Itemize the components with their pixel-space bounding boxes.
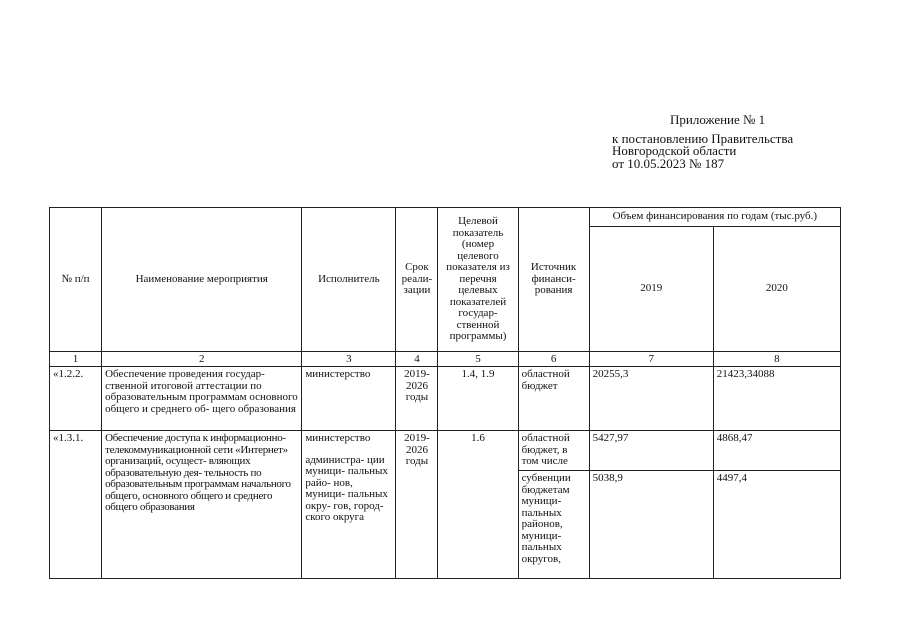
appendix-line: к постановлению Правительства	[612, 130, 794, 146]
header-term: Срок реали- зации	[396, 208, 438, 352]
header-source: Источник финанси- рования	[518, 208, 589, 352]
row-sub-value-2019: 5038,9	[589, 471, 713, 579]
row-name: Обеспечение доступа к информационно- телекоммуникационной сети «Интернет» организаций, осущест- вляющих образовательную дея- тельность по образовательным программам начального общего, основного общего и среднего общего образования	[102, 431, 302, 579]
header-executor: Исполнитель	[302, 208, 396, 352]
header-year-2019: 2019	[589, 227, 713, 352]
row-term: 2019- 2026 годы	[396, 367, 438, 431]
row-sub-value-2020: 4497,4	[713, 471, 840, 579]
column-number: 3	[302, 352, 396, 367]
column-number: 7	[589, 352, 713, 367]
table-row	[50, 431, 841, 471]
header-funding: Объем финансирования по годам (тыс.руб.)	[589, 208, 840, 227]
row-value-2019: 20255,3	[589, 367, 713, 431]
column-number: 2	[102, 352, 302, 367]
header-target: Целевой показатель (номер целевого показателя из перечня целевых показателей государ- ственной программы)	[438, 208, 518, 352]
table-row	[50, 367, 841, 431]
row-value-2020: 4868,47	[713, 431, 840, 471]
appendix-block	[612, 114, 793, 170]
appendix-line: Новгородской области	[612, 143, 737, 158]
funding-table	[49, 207, 841, 579]
row-name: Обеспечение проведения государ- ственной итоговой аттестации по образовательным программам основного общего и среднего об- щего образования	[102, 367, 302, 431]
appendix-title: Приложение № 1	[670, 112, 766, 127]
column-number: 8	[713, 352, 840, 367]
row-source: областной бюджет	[518, 367, 589, 431]
column-number-row	[50, 352, 841, 367]
appendix-line: от 10.05.2023 № 187	[612, 155, 725, 171]
column-number: 1	[50, 352, 102, 367]
header-year-2020: 2020	[713, 227, 840, 352]
row-executor-extra: администра- ции муници- пальных райо- нов, муници- пальных окру- гов, город- ского округа	[305, 453, 388, 523]
header-name: Наименование мероприятия	[102, 208, 302, 352]
column-number: 4	[396, 352, 438, 367]
row-source: областной бюджет, в том числе	[518, 431, 589, 471]
row-value-2020: 21423,34088	[713, 367, 840, 431]
column-number: 6	[518, 352, 589, 367]
row-executor-cell	[302, 431, 396, 579]
row-value-2019: 5427,97	[589, 431, 713, 471]
row-num: «1.3.1.	[50, 431, 102, 579]
row-executor: министерство	[302, 367, 396, 431]
row-target: 1.4, 1.9	[438, 367, 518, 431]
row-target: 1.6	[438, 431, 518, 579]
row-executor: министерство	[305, 432, 371, 444]
row-term: 2019- 2026 годы	[396, 431, 438, 579]
header-num: № п/п	[50, 208, 102, 352]
column-number: 5	[438, 352, 518, 367]
row-sub-source: субвенции бюджетам муници- пальных районов, муници- пальных округов,	[518, 471, 589, 579]
row-num: «1.2.2.	[50, 367, 102, 431]
